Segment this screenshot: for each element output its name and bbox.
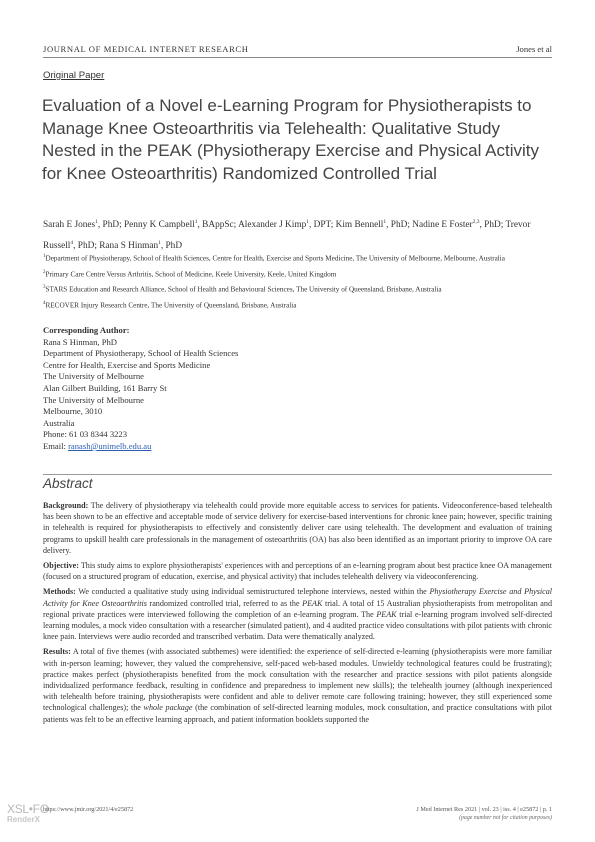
author xyxy=(124,220,238,230)
corresponding-line: The University of Melbourne xyxy=(43,371,144,382)
results-text-2: (the combination of self-directed learning modules, mock consultation, and practice consultations with pilot patients was felt to be an effective learning approach, and patient information booklets supported the xyxy=(43,703,552,724)
journal-name: JOURNAL OF MEDICAL INTERNET RESEARCH xyxy=(43,44,249,54)
affiliation-number: 1 xyxy=(43,254,46,259)
article-title: Evaluation of a Novel e-Learning Program for Physiotherapists to Manage Knee Osteoarthritis via Telehealth: Qualitative Study Nested in the PEAK (Physiotherapy Exercise and Physical Activity for Knee Osteoarthritis) Randomized Controlled Trial xyxy=(42,96,540,183)
author xyxy=(412,220,505,230)
author-affiliation-number: 1 xyxy=(383,219,387,225)
author-degree: , PhD xyxy=(160,240,183,251)
author-name: Rana S Hinman xyxy=(99,240,159,251)
background-label: Background: xyxy=(43,501,89,510)
author-affiliation-number: 1 xyxy=(194,219,198,225)
author-degree: , PhD; xyxy=(386,220,413,231)
methods-paragraph xyxy=(43,586,552,642)
author-degree: , PhD; xyxy=(97,220,124,231)
methods-text-4: trial e-learning program involved self-directed learning modules, a mock video consultation with a researcher (simulated patient), and 4 audited practice video consultations with pilot patients with chronic knee pain. Interviews were audio recorded and transcribed verbatim. Data were thematically analyzed. xyxy=(43,609,552,642)
methods-peak-1: PEAK xyxy=(302,598,323,608)
author-list xyxy=(43,214,558,255)
methods-text-1: We conducted a qualitative study using individual semistructured telephone interviews, nested within the xyxy=(78,587,430,597)
corresponding-author xyxy=(43,325,558,453)
email-link[interactable]: ranash@unimelb.edu.au xyxy=(68,440,152,451)
corresponding-line: Rana S Hinman, PhD xyxy=(43,336,117,347)
author-degree: , BAppSc; xyxy=(197,220,239,231)
author xyxy=(99,241,182,251)
author-affiliation-number: 2,3 xyxy=(472,219,480,225)
logo-line-1: XSL•FO xyxy=(7,802,49,816)
abstract-body xyxy=(43,500,552,729)
results-text-1: A total of five themes (with associated subthemes) were identified: the experience of self-directed e-learning (physiotherapists were more familiar with in-person learning; however, they valued the comprehensive, self-paced web-based modules. Unwieldy technological features could be frustrating); practice makes perfect (physiotherapists benefited from the mock consultation with the researcher and practice sessions with pilot patients alongside individualized performance feedback, resulting in confidence and preparedness to implement new skills); the telehealth journey (although inexperienced with telehealth before training, physiotherapists were confident and able to deliver remote care following training; however, they still experienced some technological challenges); the xyxy=(43,647,553,713)
corresponding-details xyxy=(43,337,558,441)
affiliation xyxy=(43,252,558,263)
author xyxy=(238,220,336,230)
author-affiliation-number: 4 xyxy=(70,239,74,246)
corresponding-line: Department of Physiotherapy, School of Health Sciences xyxy=(43,348,239,359)
background-text: The delivery of physiotherapy via telehealth could provide more equitable access to services for patients. Videoconference-based telehealth has been shown to be an effective and acceptable mode of service delivery for exercise-based interventions for chronic knee pain; however, specific training in telehealth is required for physiotherapists to effectively and consistently deliver care using telehealth. The development and evaluation of training programs to upskill health care professionals in the management of osteoarthritis (OA) has also been identified as an important priority to improve OA care delivery. xyxy=(43,501,552,555)
author-name: Trevor Russell xyxy=(43,220,531,251)
affiliation-text: Department of Physiotherapy, School of Health Sciences, Centre for Health, Exercise and Sports Medicine, The University of Melbourne, Melbourne, Australia xyxy=(45,254,505,263)
affiliation-text: RECOVER Injury Research Centre, The University of Queensland, Brisbane, Australia xyxy=(45,301,297,310)
logo-line-2: RenderX xyxy=(7,815,40,824)
affiliation-text: Primary Care Centre Versus Arthritis, School of Medicine, Keele University, Keele, United Kingdom xyxy=(45,270,337,279)
author-degree: , DPT; xyxy=(309,220,336,231)
affiliation-number: 2 xyxy=(43,269,46,275)
abstract-heading: Abstract xyxy=(43,476,93,491)
author-affiliation-number: 1 xyxy=(158,239,161,246)
methods-peak-2: PEAK xyxy=(376,609,397,619)
author-name: Sarah E Jones xyxy=(43,220,96,231)
corresponding-line: Alan Gilbert Building, 161 Barry St xyxy=(43,382,167,393)
objective-paragraph xyxy=(43,560,552,582)
background-paragraph xyxy=(43,500,552,556)
affiliation-number: 3 xyxy=(43,285,46,291)
corresponding-line: The University of Melbourne xyxy=(43,394,144,405)
affiliation xyxy=(43,299,558,310)
author-degree: , PhD; xyxy=(479,220,506,231)
author-degree: , PhD; xyxy=(73,240,100,251)
abstract-rule xyxy=(43,474,552,475)
affiliations xyxy=(43,252,558,315)
results-whole-package: whole package xyxy=(143,703,193,713)
results-paragraph xyxy=(43,646,552,724)
methods-text-3: trial. A total of 15 Australian physiotherapists from metropolitan and regional private practices were interviewed following the completion of an e-learning program. The xyxy=(43,598,552,619)
methods-text-2: randomized controlled trial, referred to as the xyxy=(146,598,303,608)
results-label: Results: xyxy=(43,647,71,657)
corresponding-line: Australia xyxy=(43,417,75,428)
author-affiliation-number: 1 xyxy=(306,219,309,225)
affiliation-number: 4 xyxy=(43,301,46,307)
affiliation-text: STARS Education and Research Alliance, School of Health and Behavioural Sciences, The University of Queensland, Brisbane, Australia xyxy=(45,285,442,294)
running-authors: Jones et al xyxy=(516,44,552,54)
affiliation xyxy=(43,283,558,294)
email-label: Email: xyxy=(43,440,69,451)
article-type: Original Paper xyxy=(43,70,105,81)
footer-note: (page number not for citation purposes) xyxy=(459,815,552,821)
author-name: Kim Bennell xyxy=(335,220,384,231)
author xyxy=(43,220,124,230)
header-rule xyxy=(43,57,552,58)
footer-citation: J Med Internet Res 2021 | vol. 23 | iss. 4 | e25872 | p. 1 xyxy=(416,806,552,813)
objective-text: This study aims to explore physiotherapists' experiences with and perceptions of an e-learning program about best practice knee OA management (focused on a structured program of education, exercise, and physical activity) that includes telehealth delivery via videoconferencing. xyxy=(43,561,552,582)
author xyxy=(336,220,413,230)
author-name: Nadine E Foster xyxy=(412,220,473,231)
author-name: Alexander J Kimp xyxy=(238,220,307,231)
corresponding-label: Corresponding Author: xyxy=(43,325,130,335)
email-line xyxy=(43,441,558,453)
corresponding-line: Phone: 61 03 8344 3223 xyxy=(43,429,128,440)
author-name: Penny K Campbell xyxy=(124,220,195,231)
methods-label: Methods: xyxy=(43,587,76,597)
corresponding-line: Melbourne, 3010 xyxy=(43,406,103,417)
objective-label: Objective: xyxy=(43,561,79,571)
methods-trial-name: Physiotherapy Exercise and Physical Activity for Knee Osteoarthritis xyxy=(43,587,552,608)
footer-url[interactable]: https://www.jmir.org/2021/4/e25872 xyxy=(43,806,134,813)
corresponding-line: Centre for Health, Exercise and Sports Medicine xyxy=(43,359,211,370)
author-affiliation-number: 1 xyxy=(95,219,98,225)
affiliation xyxy=(43,268,558,279)
